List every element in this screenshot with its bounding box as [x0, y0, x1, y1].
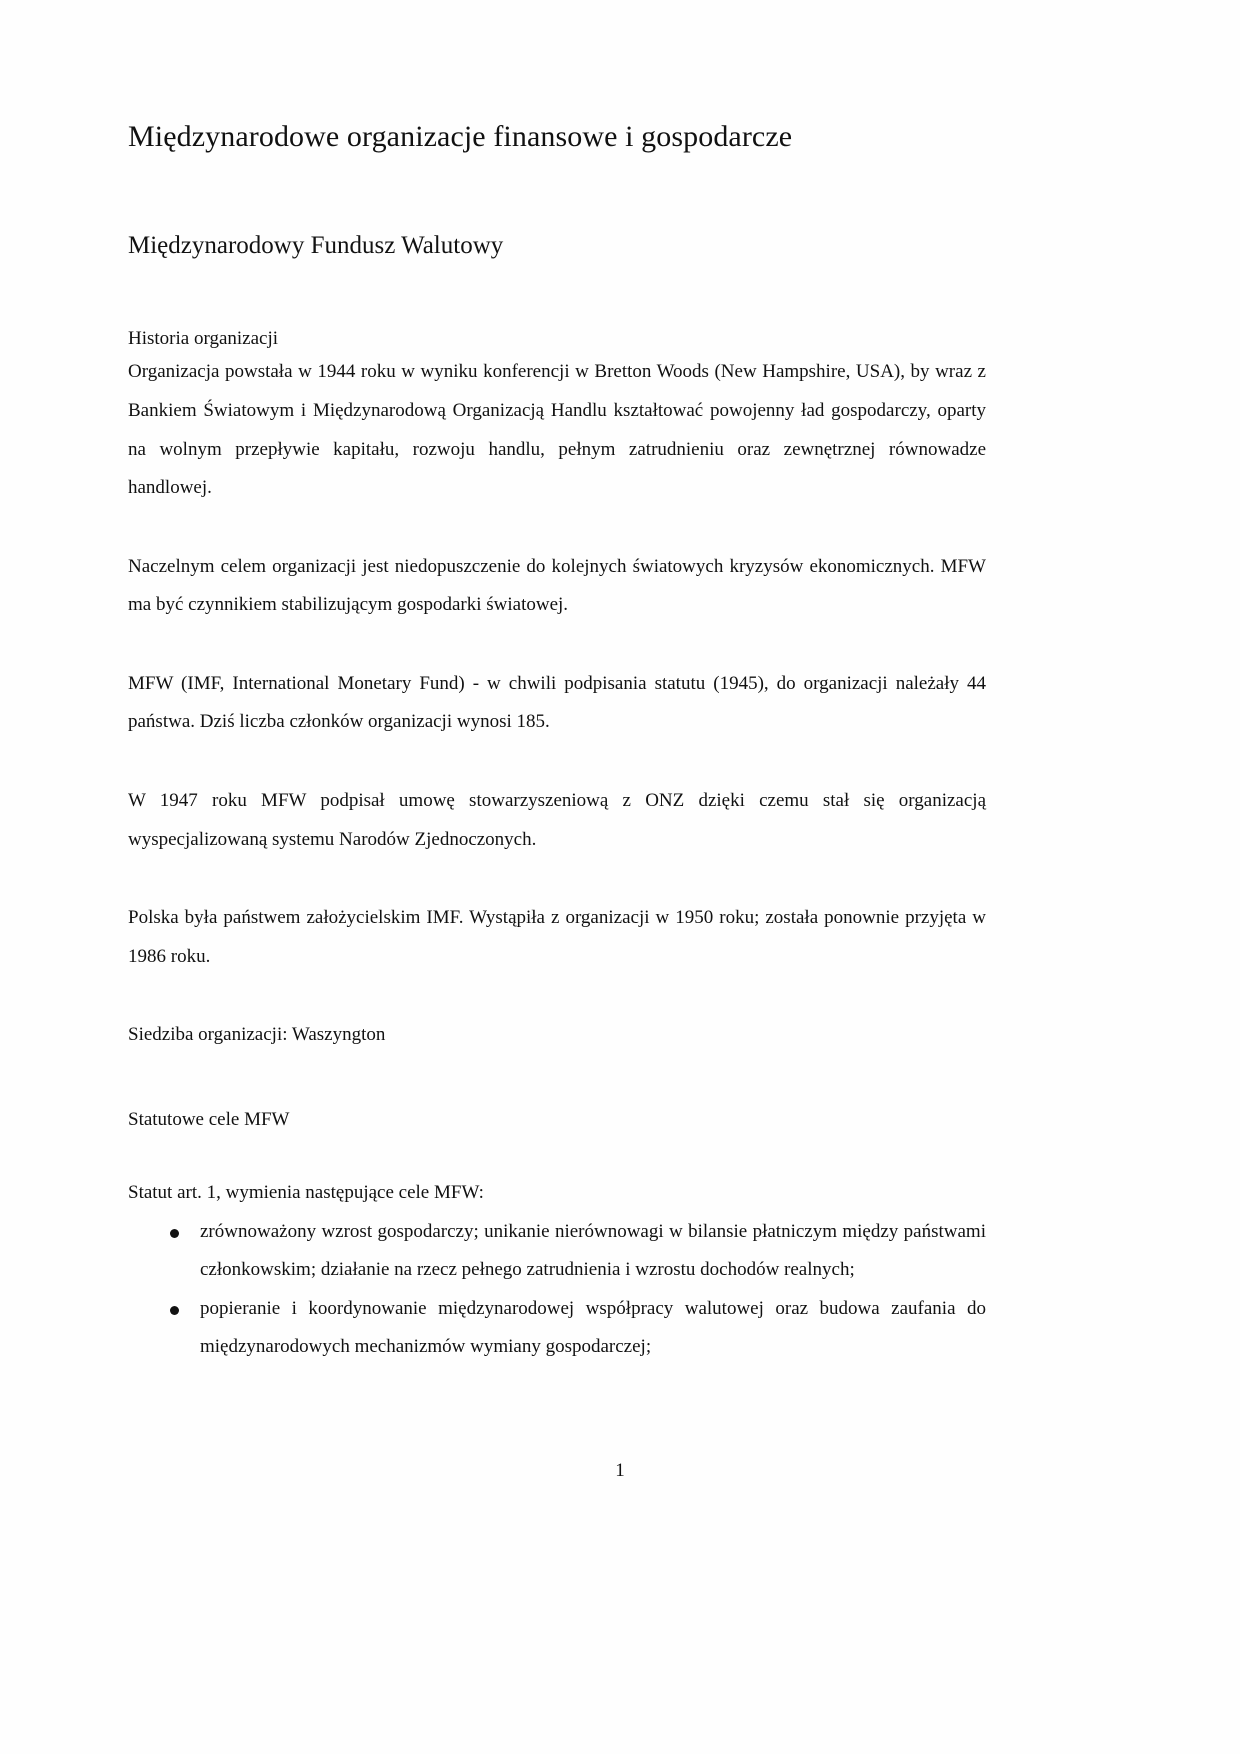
list-item-text: popieranie i koordynowanie międzynarodowej współpracy walutowej oraz budowa zaufania do międzynarodowych mechanizmów wymiany gospodarczej;	[200, 1297, 986, 1358]
paragraph-historia: Organizacja powstała w 1944 roku w wyniku konferencji w Bretton Woods (New Hampshire, USA), by wraz z Bankiem Światowym i Międzynarodową Organizacją Handlu kształtować powojenny ład gospodarczy, oparty na wolnym przepływie kapitału, rozwoju handlu, pełnym zatrudnieniu oraz zewnętrznej równowadze handlowej.	[128, 361, 986, 499]
document-subtitle: Międzynarodowy Fundusz Walutowy	[128, 231, 504, 259]
paragraph-spacer	[128, 1055, 986, 1105]
line-siedziba: Siedziba organizacji: Waszyngton	[128, 1024, 386, 1046]
paragraph-spacer	[128, 1134, 986, 1174]
paragraph-polska: Polska była państwem założycielskim IMF. Wystąpiła z organizacji w 1950 roku; została ponownie przyjęta w 1986 roku.	[128, 907, 986, 967]
paragraph-mfw-imf: MFW (IMF, International Monetary Fund) - w chwili podpisania statutu (1945), do organizacji należały 44 państwa. Dziś liczba członków organizacji wynosi 185.	[128, 672, 986, 733]
paragraph-cel: Naczelnym celem organizacji jest niedopuszczenie do kolejnych światowych kryzysów ekonomicznych. MFW ma być czynnikiem stabilizującym gospodarki światowej.	[128, 555, 986, 616]
page-title: Międzynarodowe organizacje finansowe i gospodarcze	[128, 120, 793, 153]
list-item	[128, 1213, 986, 1290]
paragraph-spacer	[128, 976, 986, 1016]
section-heading-historia: Historia organizacji	[128, 328, 279, 349]
page-number: 1	[615, 1460, 625, 1481]
paragraph-spacer	[128, 742, 986, 782]
section-heading-statutowe-cele: Statutowe cele MFW	[128, 1108, 290, 1130]
list-item-text: zrównoważony wzrost gospodarczy; unikanie nierównowagi w bilansie płatniczym między państwami członkowskim; działanie na rzecz pełnego zatrudnienia i wzrostu dochodów realnych;	[200, 1220, 986, 1281]
cele-list	[128, 1213, 986, 1367]
paragraph-spacer	[128, 508, 986, 548]
paragraph-spacer	[128, 625, 986, 665]
document-content	[128, 118, 986, 1367]
paragraph-spacer	[128, 859, 986, 899]
list-item	[128, 1290, 986, 1367]
paragraph-onz: W 1947 roku MFW podpisał umowę stowarzyszeniową z ONZ dzięki czemu stał się organizacją wyspecjalizowaną systemu Narodów Zjednoczonych.	[128, 789, 986, 850]
paragraph-statut-intro: Statut art. 1, wymienia następujące cele MFW:	[128, 1182, 484, 1204]
